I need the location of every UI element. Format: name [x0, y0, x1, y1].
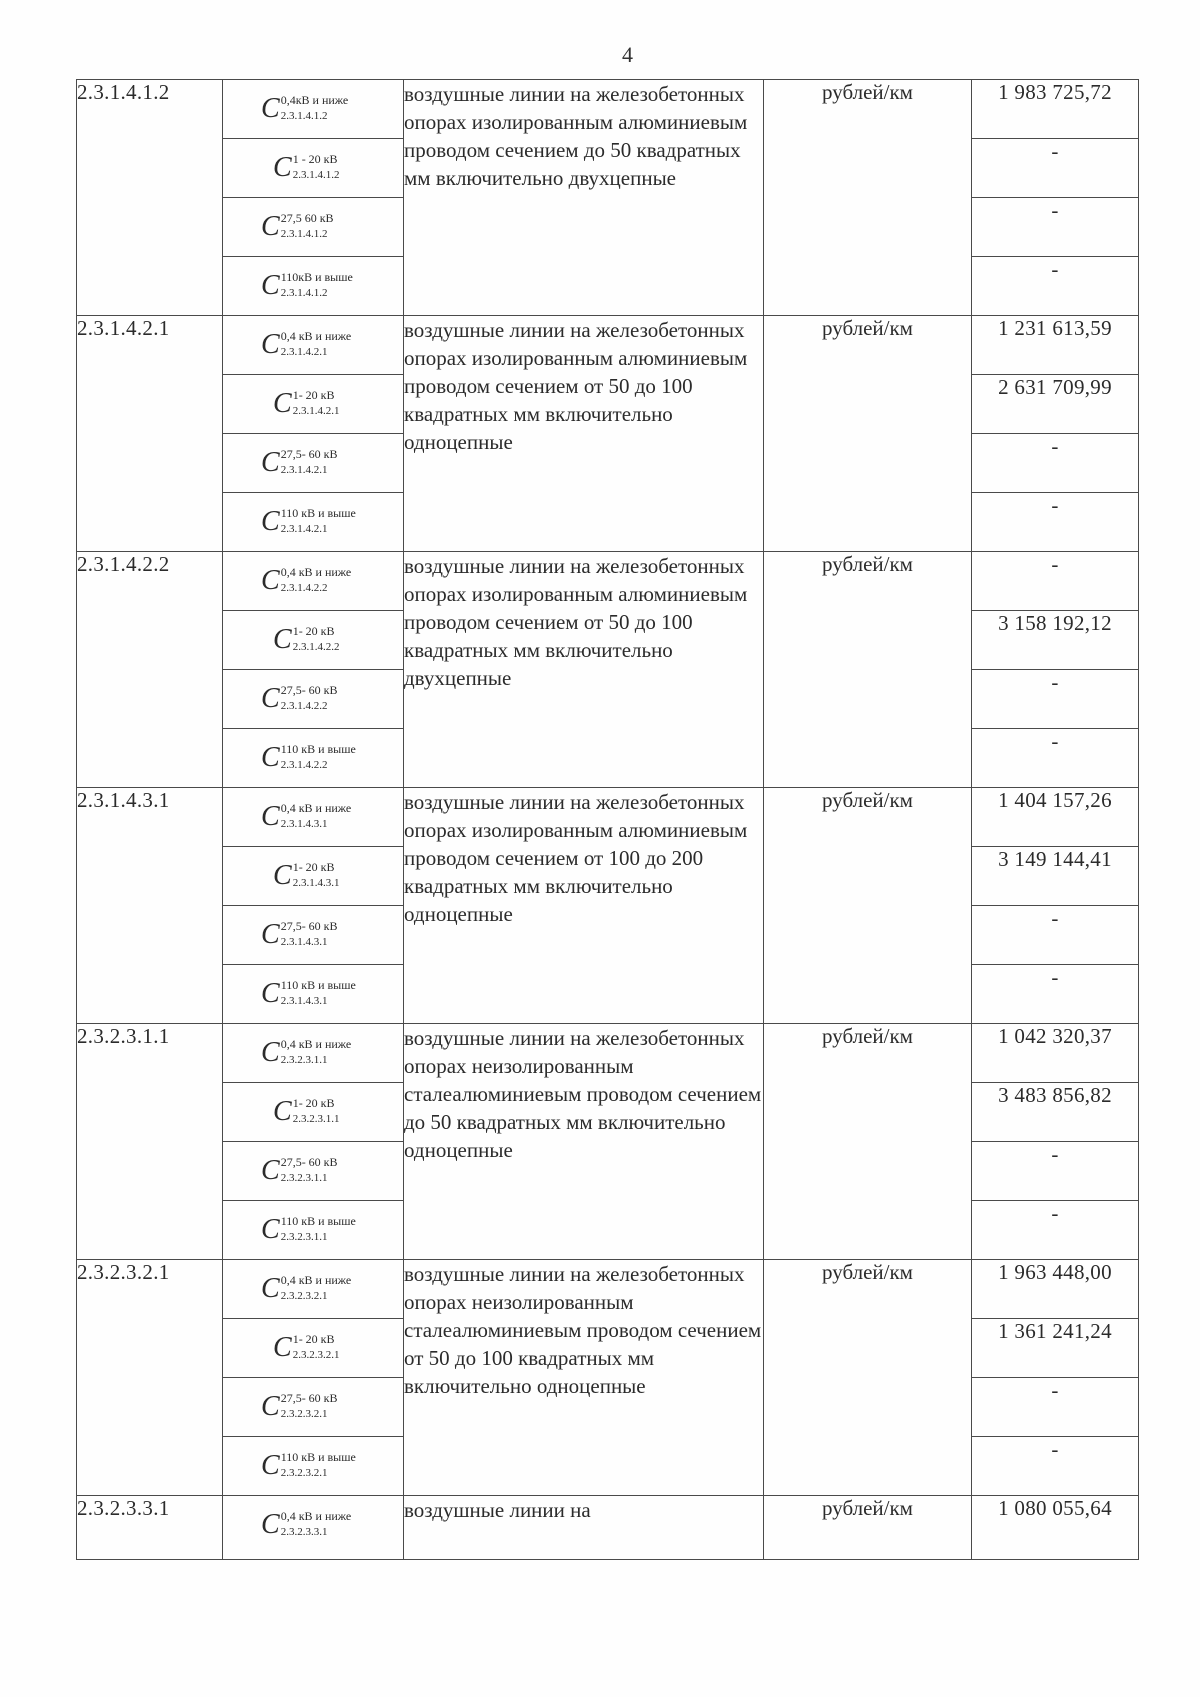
rate-symbol: [223, 257, 404, 316]
rate-value: 1 042 320,37: [972, 1024, 1139, 1083]
table-row: [77, 316, 1139, 375]
rate-value: -: [972, 1437, 1139, 1496]
rate-symbol-formula: [273, 625, 339, 655]
rate-symbol: [223, 965, 404, 1024]
rate-value: 1 963 448,00: [972, 1260, 1139, 1319]
rate-symbol-formula: [261, 1215, 356, 1245]
row-unit: рублей/км: [764, 552, 972, 788]
rate-symbol-formula: [273, 1097, 339, 1127]
rate-value: 1 361 241,24: [972, 1319, 1139, 1378]
index-subscript: 2.3.2.3.2.1: [280, 1408, 328, 1420]
rate-symbol-scripts: [281, 212, 334, 241]
rate-symbol-formula: [261, 979, 356, 1009]
row-unit: рублей/км: [764, 316, 972, 552]
rate-value: -: [972, 198, 1139, 257]
row-description: воздушные линии на: [404, 1496, 764, 1560]
rate-symbol-formula: [273, 1333, 339, 1363]
index-subscript: 2.3.1.4.3.1: [280, 995, 328, 1007]
row-description: воздушные линии на железобетонных опорах изолированным алюминиевым проводом сечением от 100 до 200 квадратных мм включительно одноцепные: [404, 788, 764, 1024]
rate-symbol-formula: [273, 861, 339, 891]
rate-symbol-formula: [261, 566, 351, 596]
rate-symbol-formula: [273, 153, 339, 183]
index-subscript: 2.3.2.3.2.1: [280, 1467, 328, 1479]
rate-symbol-letter: C: [261, 329, 280, 360]
rate-symbol: [223, 493, 404, 552]
rate-symbol-scripts: [293, 1097, 340, 1126]
voltage-superscript: 0,4 кВ и ниже: [280, 801, 352, 815]
row-description: воздушные линии на железобетонных опорах изолированным алюминиевым проводом сечением от 50 до 100 квадратных мм включительно двухцепные: [404, 552, 764, 788]
rate-symbol-formula: [273, 389, 339, 419]
rate-value: -: [972, 906, 1139, 965]
voltage-superscript: 0,4 кВ и ниже: [280, 1509, 352, 1523]
rate-value: -: [972, 1378, 1139, 1437]
voltage-superscript: 1- 20 кВ: [292, 1096, 335, 1110]
index-subscript: 2.3.2.3.1.1: [280, 1054, 328, 1066]
rate-symbol-formula: [261, 920, 338, 950]
rate-symbol-letter: C: [261, 683, 280, 714]
rate-symbol-letter: C: [261, 742, 280, 773]
rate-symbol-scripts: [281, 684, 338, 713]
rate-symbol: [223, 434, 404, 493]
voltage-superscript: 0,4 кВ и ниже: [280, 1273, 352, 1287]
rate-symbol-formula: [261, 330, 351, 360]
voltage-superscript: 0,4 кВ и ниже: [280, 565, 352, 579]
rate-symbol-letter: C: [261, 270, 280, 301]
rate-value: 1 080 055,64: [972, 1496, 1139, 1560]
rate-value: -: [972, 1201, 1139, 1260]
rate-symbol-scripts: [281, 1274, 352, 1303]
rate-symbol-scripts: [293, 861, 340, 890]
index-subscript: 2.3.1.4.2.2: [280, 700, 328, 712]
rate-value: -: [972, 257, 1139, 316]
rates-table: [76, 79, 1139, 1560]
index-subscript: 2.3.1.4.2.1: [280, 523, 328, 535]
rate-symbol-scripts: [281, 920, 338, 949]
rates-table-body: [77, 80, 1139, 1560]
rate-value: 3 149 144,41: [972, 847, 1139, 906]
rate-symbol: [223, 198, 404, 257]
voltage-superscript: 27,5 60 кВ: [280, 211, 334, 225]
rate-symbol-letter: C: [261, 1037, 280, 1068]
rate-symbol: [223, 906, 404, 965]
row-description: воздушные линии на железобетонных опорах изолированным алюминиевым проводом сечением до 50 квадратных мм включительно двухцепные: [404, 80, 764, 316]
rate-symbol-formula: [261, 1038, 351, 1068]
rate-symbol-scripts: [281, 1451, 356, 1480]
voltage-superscript: 110 кВ и выше: [280, 1214, 356, 1228]
voltage-superscript: 1- 20 кВ: [292, 388, 335, 402]
rate-symbol-scripts: [281, 979, 356, 1008]
voltage-superscript: 27,5- 60 кВ: [280, 1155, 338, 1169]
rate-symbol-formula: [261, 212, 334, 242]
index-subscript: 2.3.1.4.3.1: [292, 877, 340, 889]
rate-symbol: [223, 1201, 404, 1260]
voltage-superscript: 0,4 кВ и ниже: [280, 1037, 352, 1051]
index-subscript: 2.3.2.3.1.1: [280, 1231, 328, 1243]
table-row: [77, 80, 1139, 139]
voltage-superscript: 0,4 кВ и ниже: [280, 329, 352, 343]
rate-value: -: [972, 139, 1139, 198]
row-unit: рублей/км: [764, 1496, 972, 1560]
rate-symbol: [223, 375, 404, 434]
voltage-superscript: 27,5- 60 кВ: [280, 919, 338, 933]
rate-symbol-scripts: [293, 1333, 340, 1362]
voltage-superscript: 110 кВ и выше: [280, 506, 356, 520]
index-subscript: 2.3.2.3.3.1: [280, 1526, 328, 1538]
rate-value: -: [972, 1142, 1139, 1201]
row-code: 2.3.1.4.3.1: [77, 788, 223, 1024]
rate-symbol: [223, 1496, 404, 1560]
rate-symbol-scripts: [293, 389, 340, 418]
rate-symbol-formula: [261, 1392, 338, 1422]
rate-symbol-letter: C: [261, 1273, 280, 1304]
rate-symbol: [223, 788, 404, 847]
rate-symbol: [223, 1083, 404, 1142]
rate-symbol-formula: [261, 1510, 351, 1540]
voltage-superscript: 110 кВ и выше: [280, 742, 356, 756]
table-row: [77, 788, 1139, 847]
index-subscript: 2.3.2.3.1.1: [292, 1113, 340, 1125]
rate-value: -: [972, 493, 1139, 552]
rate-symbol-letter: C: [261, 1391, 280, 1422]
page-number: 4: [622, 42, 633, 67]
row-code: 2.3.1.4.2.2: [77, 552, 223, 788]
rate-symbol: [223, 1437, 404, 1496]
rate-value: -: [972, 965, 1139, 1024]
rate-symbol-formula: [261, 1156, 338, 1186]
rate-symbol-letter: C: [273, 388, 292, 419]
row-code: 2.3.2.3.2.1: [77, 1260, 223, 1496]
rate-symbol-formula: [261, 507, 356, 537]
rate-symbol-letter: C: [261, 919, 280, 950]
rate-symbol-scripts: [293, 625, 340, 654]
rate-symbol-letter: C: [273, 860, 292, 891]
index-subscript: 2.3.1.4.2.2: [280, 582, 328, 594]
rate-symbol-letter: C: [261, 1450, 280, 1481]
voltage-superscript: 27,5- 60 кВ: [280, 1391, 338, 1405]
index-subscript: 2.3.2.3.2.1: [280, 1290, 328, 1302]
rate-symbol-formula: [261, 94, 348, 124]
rate-symbol-letter: C: [261, 93, 280, 124]
rate-symbol-scripts: [281, 802, 352, 831]
voltage-superscript: 110 кВ и выше: [280, 1450, 356, 1464]
rate-value: 3 483 856,82: [972, 1083, 1139, 1142]
rate-symbol: [223, 1319, 404, 1378]
rate-symbol-letter: C: [273, 1096, 292, 1127]
voltage-superscript: 0,4кВ и ниже: [280, 93, 349, 107]
rate-symbol-formula: [261, 271, 353, 301]
rate-symbol-scripts: [281, 507, 356, 536]
rate-symbol-letter: C: [261, 1509, 280, 1540]
rate-symbol-letter: C: [261, 1214, 280, 1245]
index-subscript: 2.3.1.4.1.2: [280, 110, 328, 122]
row-code: 2.3.1.4.2.1: [77, 316, 223, 552]
rate-symbol: [223, 670, 404, 729]
rate-value: 1 404 157,26: [972, 788, 1139, 847]
index-subscript: 2.3.2.3.1.1: [280, 1172, 328, 1184]
rate-symbol: [223, 552, 404, 611]
index-subscript: 2.3.1.4.1.2: [280, 228, 328, 240]
rate-symbol-formula: [261, 684, 338, 714]
index-subscript: 2.3.1.4.1.2: [280, 287, 328, 299]
index-subscript: 2.3.1.4.1.2: [292, 169, 340, 181]
row-unit: рублей/км: [764, 80, 972, 316]
voltage-superscript: 27,5- 60 кВ: [280, 683, 338, 697]
rate-symbol-letter: C: [261, 211, 280, 242]
rate-symbol-scripts: [281, 330, 352, 359]
voltage-superscript: 110кВ и выше: [280, 270, 353, 284]
rate-symbol-scripts: [281, 1392, 338, 1421]
row-code: 2.3.1.4.1.2: [77, 80, 223, 316]
rate-symbol-scripts: [293, 153, 340, 182]
rate-symbol-scripts: [281, 1156, 338, 1185]
rate-symbol: [223, 1378, 404, 1437]
rate-value: 3 158 192,12: [972, 611, 1139, 670]
index-subscript: 2.3.1.4.2.1: [280, 346, 328, 358]
rate-symbol-scripts: [281, 448, 338, 477]
rate-symbol-letter: C: [261, 506, 280, 537]
row-description: воздушные линии на железобетонных опорах неизолированным сталеалюминиевым проводом сечением до 50 квадратных мм включительно одноцепные: [404, 1024, 764, 1260]
table-row: [77, 1024, 1139, 1083]
rate-symbol: [223, 1142, 404, 1201]
index-subscript: 2.3.1.4.3.1: [280, 818, 328, 830]
rate-value: 1 231 613,59: [972, 316, 1139, 375]
rate-symbol-letter: C: [261, 801, 280, 832]
row-code: 2.3.2.3.1.1: [77, 1024, 223, 1260]
rate-symbol-scripts: [281, 566, 352, 595]
rate-symbol-scripts: [281, 1215, 356, 1244]
table-row: [77, 552, 1139, 611]
rate-symbol-letter: C: [261, 978, 280, 1009]
rate-symbol-scripts: [281, 1038, 352, 1067]
voltage-superscript: 1- 20 кВ: [292, 624, 335, 638]
rate-value: -: [972, 552, 1139, 611]
rate-symbol: [223, 611, 404, 670]
table-row: [77, 1260, 1139, 1319]
rate-symbol: [223, 729, 404, 788]
index-subscript: 2.3.1.4.2.1: [280, 464, 328, 476]
rate-symbol: [223, 1260, 404, 1319]
rate-value: 1 983 725,72: [972, 80, 1139, 139]
rate-value: -: [972, 670, 1139, 729]
rate-symbol-scripts: [281, 1510, 352, 1539]
rate-symbol-formula: [261, 1451, 356, 1481]
rate-symbol-letter: C: [273, 624, 292, 655]
row-code: 2.3.2.3.3.1: [77, 1496, 223, 1560]
rate-value: -: [972, 434, 1139, 493]
rate-symbol-letter: C: [261, 1155, 280, 1186]
rate-symbol-scripts: [281, 271, 353, 300]
rate-symbol-letter: C: [273, 1332, 292, 1363]
rate-symbol: [223, 847, 404, 906]
rate-symbol-letter: C: [261, 565, 280, 596]
rate-value: -: [972, 729, 1139, 788]
index-subscript: 2.3.1.4.3.1: [280, 936, 328, 948]
index-subscript: 2.3.2.3.2.1: [292, 1349, 340, 1361]
rate-symbol-letter: C: [261, 447, 280, 478]
index-subscript: 2.3.1.4.2.2: [280, 759, 328, 771]
table-row: [77, 1496, 1139, 1560]
index-subscript: 2.3.1.4.2.2: [292, 641, 340, 653]
rate-symbol: [223, 1024, 404, 1083]
row-description: воздушные линии на железобетонных опорах неизолированным сталеалюминиевым проводом сечением от 50 до 100 квадратных мм включительно одноцепные: [404, 1260, 764, 1496]
rate-symbol-formula: [261, 743, 356, 773]
rate-symbol-formula: [261, 1274, 351, 1304]
voltage-superscript: 110 кВ и выше: [280, 978, 356, 992]
rate-symbol: [223, 316, 404, 375]
row-description: воздушные линии на железобетонных опорах изолированным алюминиевым проводом сечением от 50 до 100 квадратных мм включительно одноцепные: [404, 316, 764, 552]
rate-symbol-scripts: [281, 743, 356, 772]
rate-symbol: [223, 80, 404, 139]
rate-symbol-scripts: [281, 94, 349, 123]
rate-symbol-letter: C: [273, 152, 292, 183]
rate-symbol: [223, 139, 404, 198]
rate-symbol-formula: [261, 802, 351, 832]
row-unit: рублей/км: [764, 1024, 972, 1260]
rate-value: 2 631 709,99: [972, 375, 1139, 434]
row-unit: рублей/км: [764, 1260, 972, 1496]
voltage-superscript: 1- 20 кВ: [292, 860, 335, 874]
index-subscript: 2.3.1.4.2.1: [292, 405, 340, 417]
voltage-superscript: 1 - 20 кВ: [292, 152, 338, 166]
row-unit: рублей/км: [764, 788, 972, 1024]
voltage-superscript: 27,5- 60 кВ: [280, 447, 338, 461]
rate-symbol-formula: [261, 448, 338, 478]
voltage-superscript: 1- 20 кВ: [292, 1332, 335, 1346]
